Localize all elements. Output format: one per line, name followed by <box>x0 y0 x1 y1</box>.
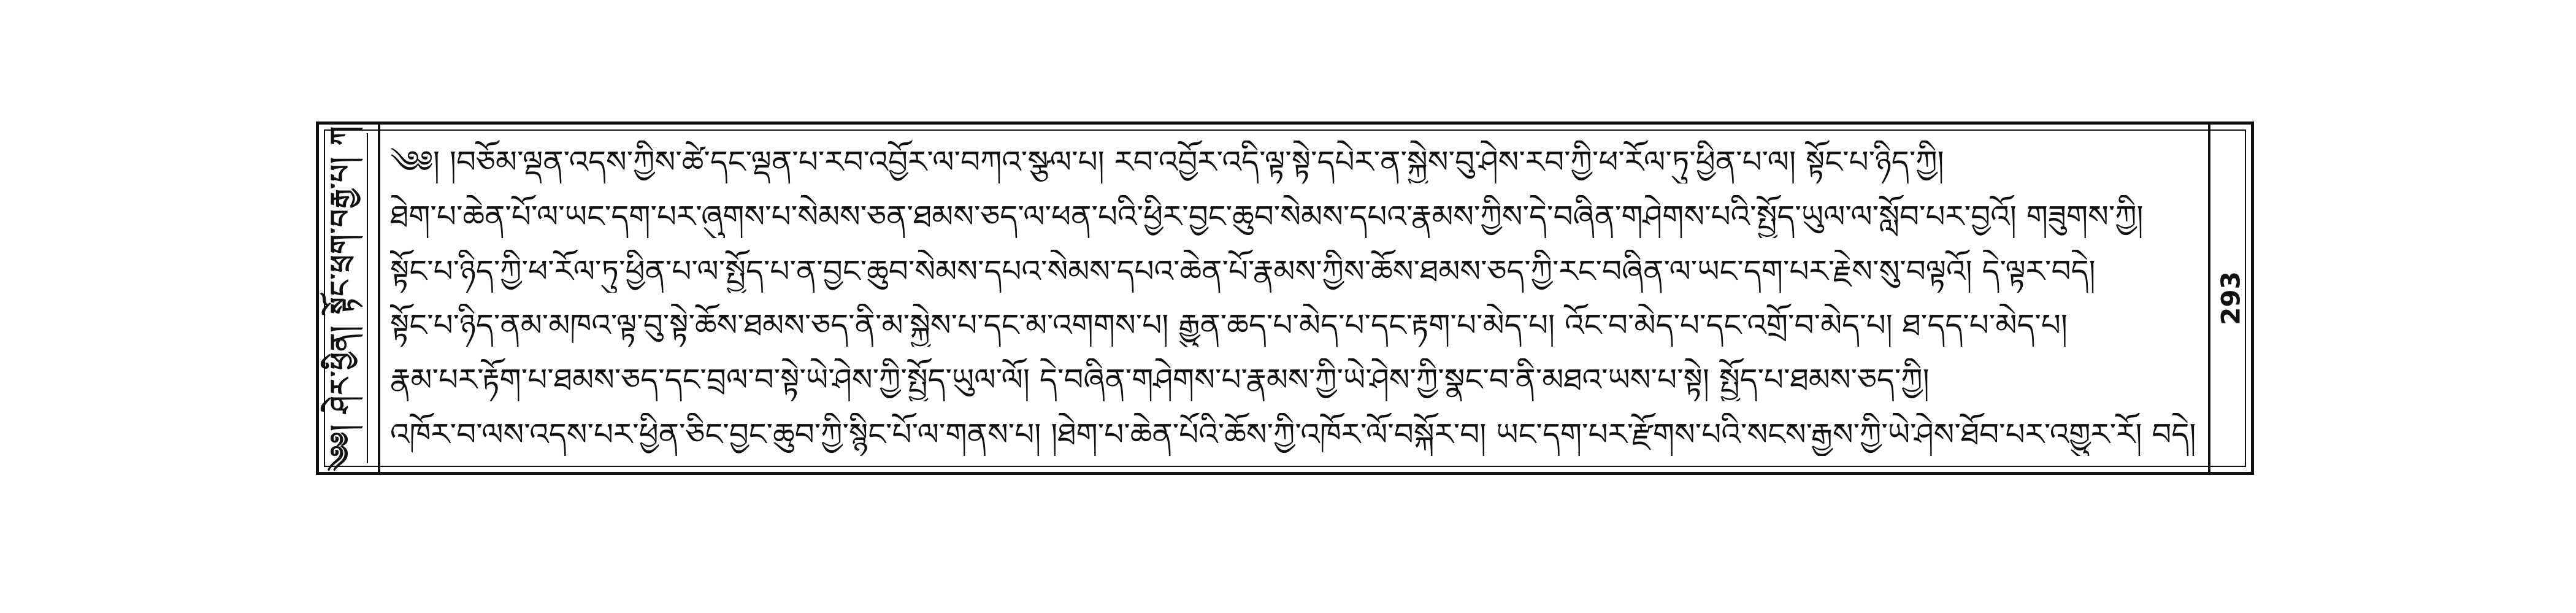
folio-page <box>316 121 2254 475</box>
text-line-3: སྟོང་པ་ཉིད་ཀྱི་ཕ་རོལ་ཏུ་ཕྱིན་པ་ལ་སྤྱོད་པ་ན་བྱང་ཆུབ་སེམས་དཔའ་སེམས་དཔའ་ཆེན་པོ་རྣམས་ཀྱིས་ཆོས་ཐམས་ཅད་ཀྱི་རང་བཞིན་ལ་ཡང་དག་པར་རྗེས་སུ་བལྟའོ། དེ་ལྟར་བདེ། <box>390 253 2096 289</box>
page-number: 293 <box>2215 271 2246 325</box>
text-line-2: ཐེག་པ་ཆེན་པོ་ལ་ཡང་དག་པར་ཞུགས་པ་སེམས་ཅན་ཐམས་ཅད་ལ་ཕན་པའི་ཕྱིར་བྱང་ཆུབ་སེམས་དཔའ་རྣམས་ཀྱིས་དེ་བཞིན་གཤེགས་པའི་སྤྱོད་ཡུལ་ལ་སློབ་པར་བྱའོ། གཟུགས་ཀྱི། <box>390 198 2144 234</box>
text-line-1: ༄༅། །བཅོམ་ལྡན་འདས་ཀྱིས་ཚེ་དང་ལྡན་པ་རབ་འབྱོར་ལ་བཀའ་སྩལ་པ། རབ་འབྱོར་འདི་ལྟ་སྟེ་དཔེར་ན་སྐྱེས་བུ་ཤེས་རབ་ཀྱི་ཕ་རོལ་ཏུ་ཕྱིན་པ་ལ། སྟོང་པ་ཉིད་ཀྱི། <box>390 144 1944 180</box>
left-margin <box>319 125 380 472</box>
right-margin <box>2208 125 2251 472</box>
text-block <box>390 141 2199 456</box>
text-line-5: རྣམ་པར་རྟོག་པ་ཐམས་ཅད་དང་བྲལ་བ་སྟེ་ཡེ་ཤེས་ཀྱི་སྤྱོད་ཡུལ་ལོ། དེ་བཞིན་གཤེགས་པ་རྣམས་ཀྱི་ཡེ་ཤེས་ཀྱི་སྣང་བ་ནི་མཐའ་ཡས་པ་སྟེ། སྤྱོད་པ་ཐམས་ཅད་ཀྱི། <box>390 362 1930 398</box>
text-line-6: འཁོར་བ་ལས་འདས་པར་ཕྱིན་ཅིང་བྱང་ཆུབ་ཀྱི་སྙིང་པོ་ལ་གནས་པ། །ཐེག་པ་ཆེན་པོའི་ཆོས་ཀྱི་འཁོར་ལོ་བསྐོར་བ། ཡང་དག་པར་རྫོགས་པའི་སངས་རྒྱས་ཀྱི་ཡེ་ཤེས་ཐོབ་པར་འགྱུར་རོ། བདེ། <box>390 416 2196 452</box>
margin-rule <box>367 133 368 463</box>
text-line-4: སྟོང་པ་ཉིད་ནམ་མཁའ་ལྟ་བུ་སྟེ་ཆོས་ཐམས་ཅད་ནི་མ་སྐྱེས་པ་དང་མ་འགགས་པ། རྒྱུན་ཆད་པ་མེད་པ་དང་རྟག་པ་མེད་པ། འོང་བ་མེད་པ་དང་འགྲོ་བ་མེད་པ། ཐ་དད་པ་མེད་པ། <box>390 307 2068 344</box>
margin-title: ༄༅། ཤེར་ཕྱིན། སྟོང་ཕྲག་བརྒྱ་པ། ཀ <box>325 125 356 471</box>
